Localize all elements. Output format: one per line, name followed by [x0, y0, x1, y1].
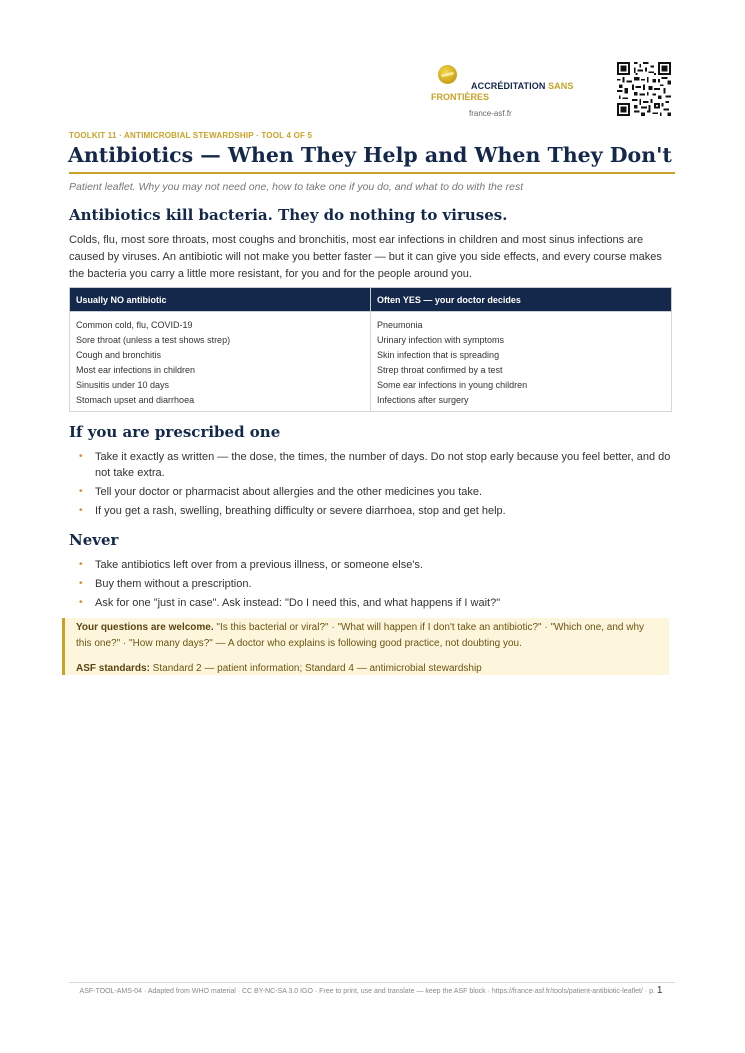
list-item: • Take antibiotics left over from a previous illness, or someone else's. [79, 559, 423, 571]
list-item: • Buy them without a prescription. [79, 578, 252, 590]
list-item: Urinary infection with symptoms [377, 335, 505, 345]
list-item: Infections after surgery [377, 395, 469, 405]
bullet-icon: • [79, 486, 83, 497]
qr-code-icon [617, 62, 671, 116]
page-subtitle: Patient leaflet. Why you may not need one, how to take one if you do, and what to do with the rest [69, 181, 524, 193]
column-no-cell [70, 312, 371, 412]
list-item: • Ask for one "just in case". Ask instead: "Do I need this, and what happens if I wait?" [79, 597, 501, 609]
list-item: Some ear infections in young children [377, 380, 528, 390]
list-item: Most ear infections in children [76, 365, 196, 375]
list-item: Sore throat (unless a test shows strep) [76, 335, 231, 345]
list-item: Cough and bronchitis [76, 350, 162, 360]
antibiotic-table [69, 287, 672, 412]
title-divider [69, 172, 675, 174]
list-item: Stomach upset and diarrhoea [76, 395, 195, 405]
bullet-icon: • [79, 451, 83, 462]
list-item: • Tell your doctor or pharmacist about allergies and the other medicines you take. [79, 486, 483, 498]
never-list [79, 557, 671, 614]
footer-divider [69, 982, 675, 983]
table-row [70, 312, 672, 412]
list-item: Sinusitis under 10 days [76, 380, 170, 390]
bullet-icon: • [79, 559, 83, 570]
section-heading-bacteria: Antibiotics kill bacteria. They do nothing to viruses. [69, 206, 508, 224]
footer-text: ASF-TOOL-AMS-04 · Adapted from WHO material · CC BY-NC-SA 3.0 IGO · Free to print, use and translate — keep the ASF block · https://france-asf.fr/tools/patient-antibiotic-leaflet/ · p. [79, 988, 655, 995]
bullet-icon: • [79, 578, 83, 589]
org-url[interactable]: france-asf.fr [469, 109, 512, 118]
list-item: Skin infection that is spreading [377, 350, 500, 360]
org-header [430, 62, 600, 122]
bullet-icon: • [79, 505, 83, 516]
column-yes-cell [371, 312, 672, 412]
section-body-bacteria: Colds, flu, most sore throats, most coughs and bronchitis, most ear infections in children and most sinus infections are caused by viruses. An antibiotic will not make you better faster — but it can give you side effects, and every course makes the bacteria you carry a little more resistant, for you and for the people around you. [69, 234, 662, 280]
section-heading-never: Never [69, 531, 119, 549]
org-name-cont: FRONTIÈRES [431, 92, 490, 102]
list-item: Strep throat confirmed by a test [377, 365, 503, 375]
questions-callout [62, 618, 669, 675]
list-item: Pneumonia [377, 320, 423, 330]
list-item: Common cold, flu, COVID-19 [76, 320, 193, 330]
table-header-row [70, 288, 672, 312]
org-name: ACCRÉDITATION SANS [471, 81, 574, 91]
prescribed-list [79, 449, 671, 522]
page-title: Antibiotics — When They Help and When They Don't [68, 143, 672, 167]
kicker: TOOLKIT 11 · ANTIMICROBIAL STEWARDSHIP · TOOL 4 OF 5 [69, 131, 313, 140]
list-item: • Take it exactly as written — the dose, the times, the number of days. Do not stop early because you feel better, and do not take extra. [79, 451, 671, 479]
bullet-icon: • [79, 597, 83, 608]
questions-text: Your questions are welcome. "Is this bacterial or viral?" · "What will happen if I don't take an antibiotic?" · "Which one, and why this one?" · "How many days?" — A doctor who explains is following good practice, not doubting you. [76, 622, 645, 649]
column-header-yes: Often YES — your doctor decides [371, 288, 672, 312]
org-logo-icon [438, 65, 457, 84]
page-number: 1 [656, 985, 663, 996]
column-header-no: Usually NO antibiotic [70, 288, 371, 312]
section-heading-prescribed: If you are prescribed one [69, 423, 281, 441]
page-footer [69, 984, 673, 998]
standards-text: ASF standards: Standard 2 — patient information; Standard 4 — antimicrobial stewardship [76, 663, 482, 674]
list-item: • If you get a rash, swelling, breathing difficulty or severe diarrhoea, stop and get help. [79, 505, 506, 517]
